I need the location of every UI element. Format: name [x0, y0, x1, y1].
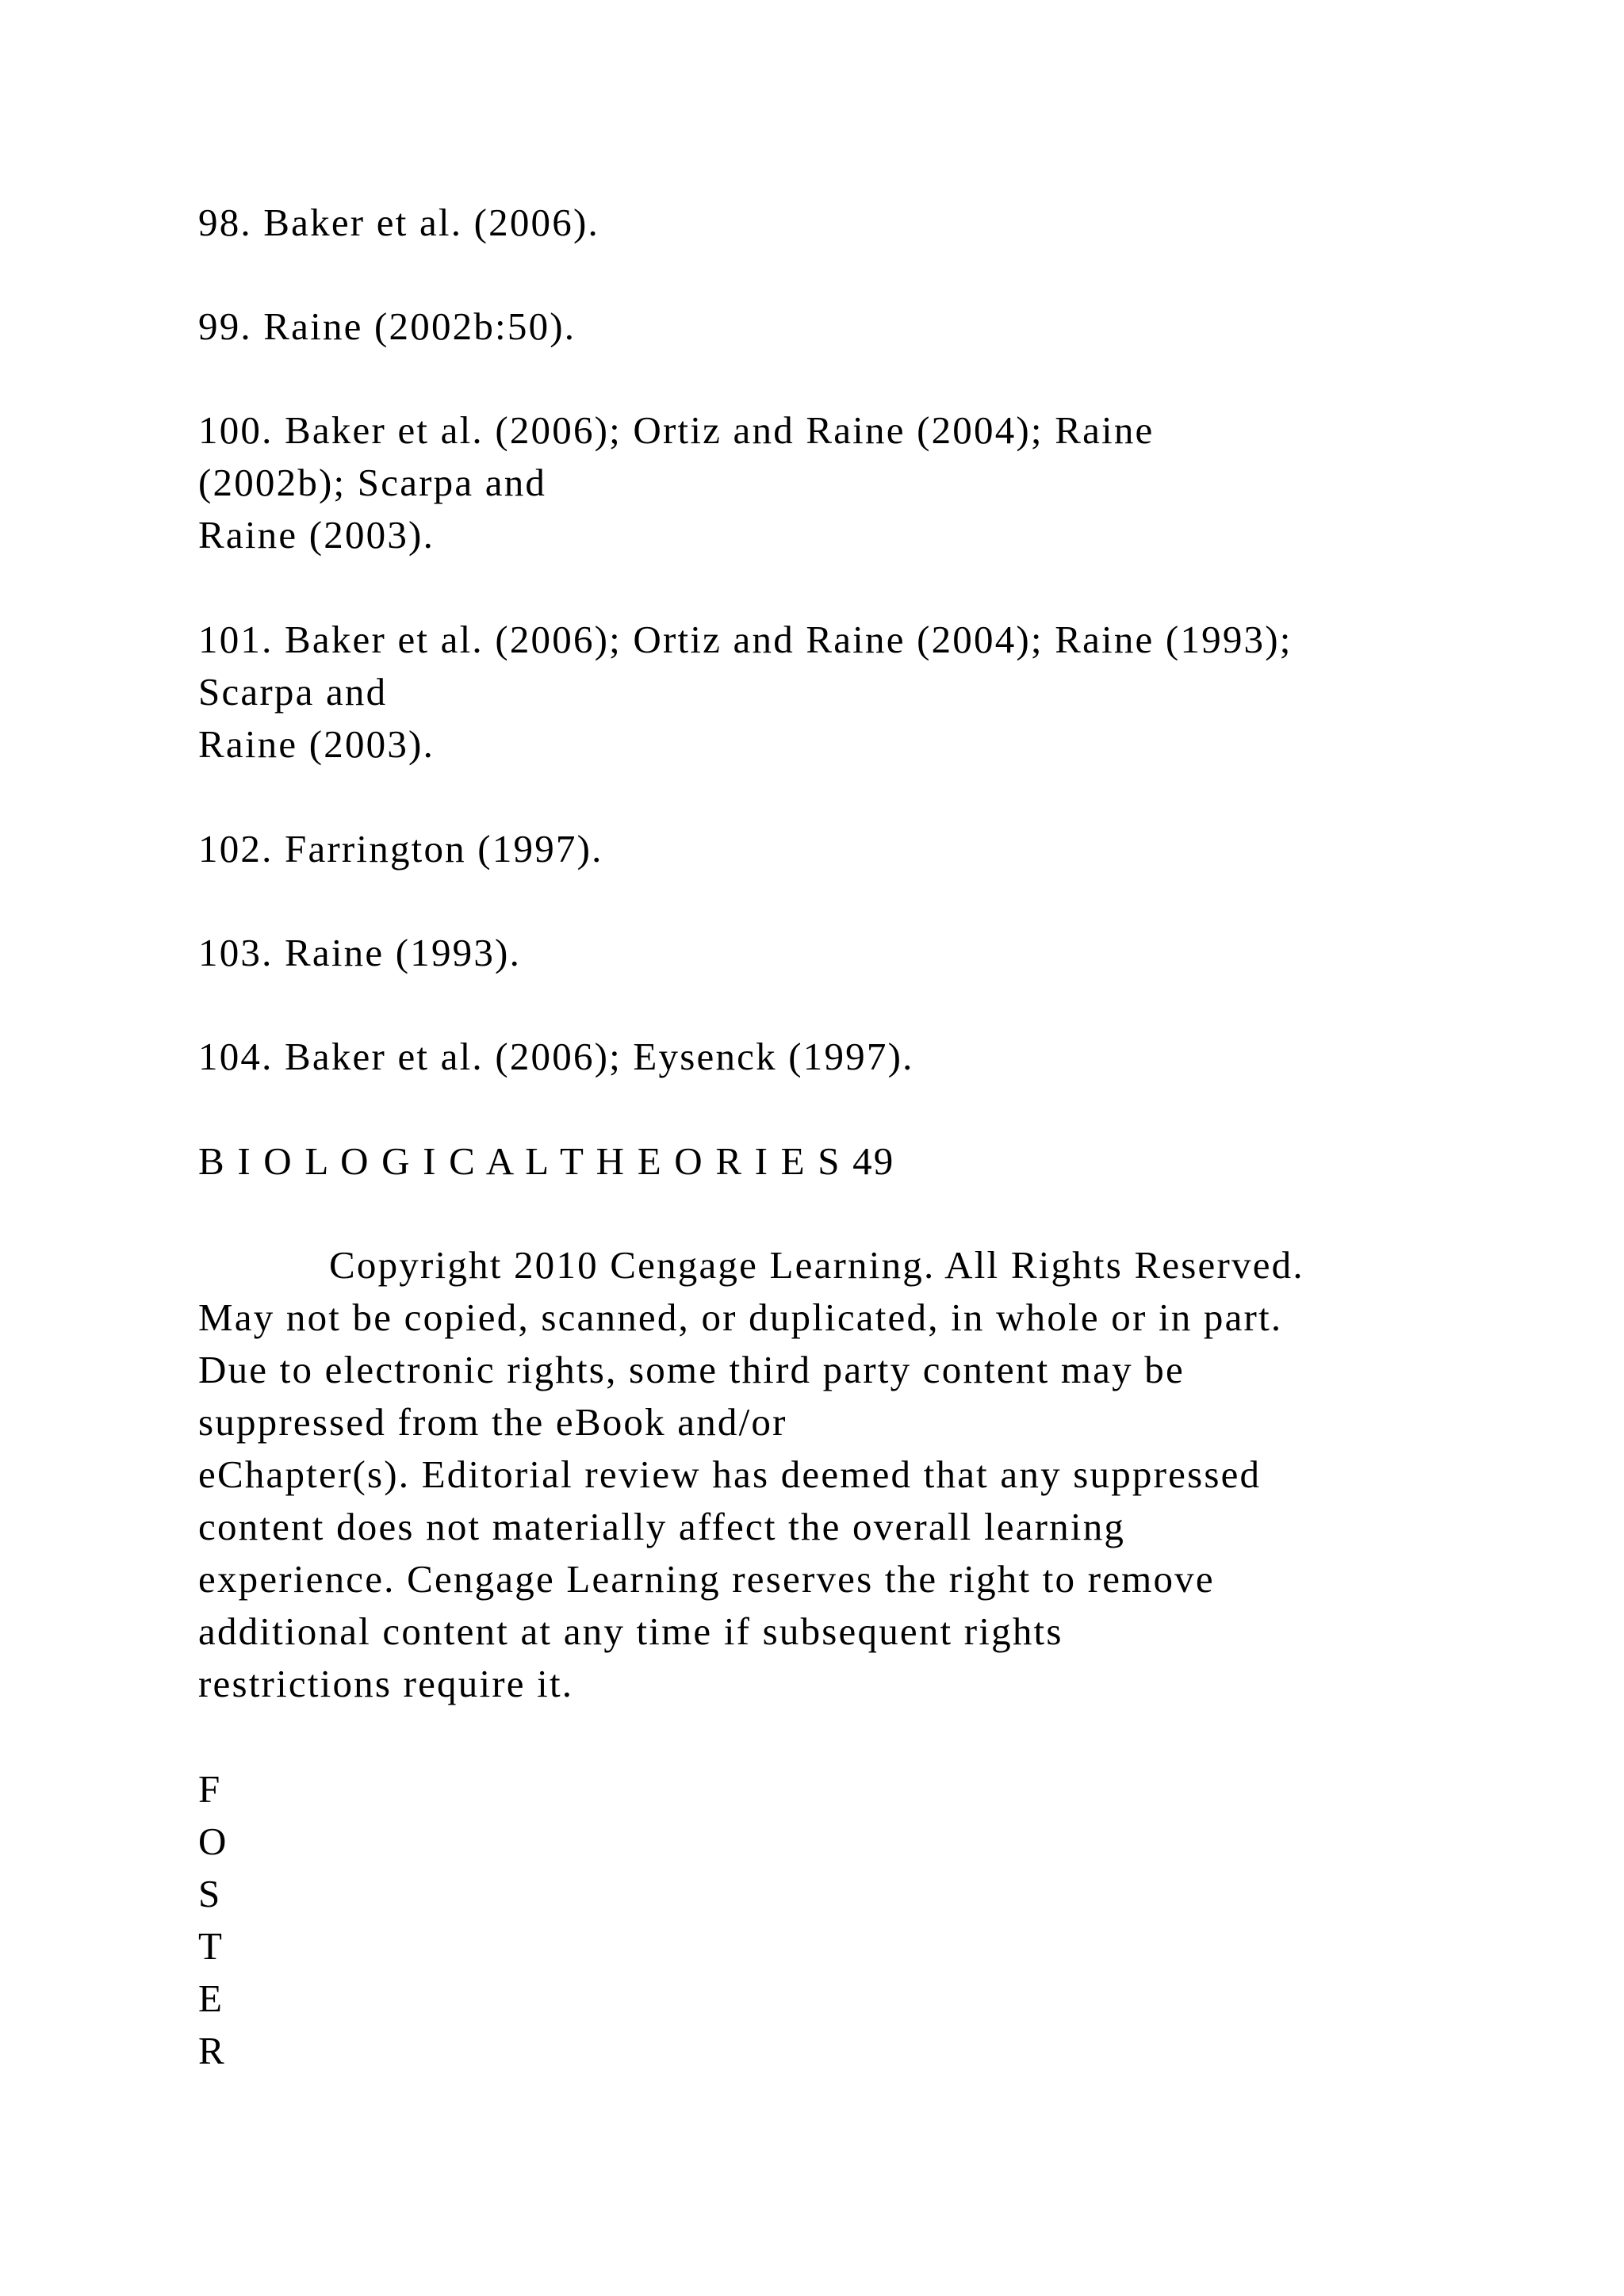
- author-letter: F: [198, 1767, 220, 1811]
- copyright-line: experience. Cengage Learning reserves the right to remove: [198, 1557, 1215, 1601]
- copyright-line: Copyright 2010 Cengage Learning. All Rights Reserved.: [329, 1243, 1304, 1287]
- copyright-line: additional content at any time if subsequent rights: [198, 1609, 1063, 1653]
- endnote-line: 102. Farrington (1997).: [198, 827, 603, 871]
- copyright-line: Due to electronic rights, some third party content may be: [198, 1348, 1185, 1391]
- running-head: B I O L O G I C A L T H E O R I E S 49: [198, 1139, 895, 1183]
- author-letter: T: [198, 1924, 222, 1968]
- copyright-line: eChapter(s). Editorial review has deemed that any suppressed: [198, 1452, 1262, 1496]
- author-name-vertical: [198, 1763, 226, 2077]
- copyright-line: May not be copied, scanned, or duplicated, in whole or in part.: [198, 1295, 1283, 1339]
- endnote-line: 99. Raine (2002b:50).: [198, 304, 576, 348]
- copyright-line: content does not materially affect the overall learning: [198, 1505, 1126, 1548]
- endnote-line: 101. Baker et al. (2006); Ortiz and Raine (2004); Raine (1993);: [198, 618, 1293, 661]
- author-letter: E: [198, 1976, 222, 2020]
- endnote-line: (2002b); Scarpa and: [198, 461, 547, 504]
- copyright-line: suppressed from the eBook and/or: [198, 1400, 787, 1444]
- endnote-line: 104. Baker et al. (2006); Eysenck (1997).: [198, 1035, 914, 1078]
- endnote-line: 98. Baker et al. (2006).: [198, 201, 599, 244]
- endnote-line: 100. Baker et al. (2006); Ortiz and Raine (2004); Raine: [198, 408, 1155, 452]
- endnote-line: Raine (2003).: [198, 513, 435, 557]
- endnote-line: Scarpa and: [198, 670, 388, 714]
- author-letter: R: [198, 2029, 224, 2072]
- author-letter: S: [198, 1872, 220, 1915]
- endnote-line: 103. Raine (1993).: [198, 931, 522, 974]
- copyright-line: restrictions require it.: [198, 1662, 574, 1705]
- endnote-line: Raine (2003).: [198, 722, 435, 766]
- author-letter: O: [198, 1820, 227, 1863]
